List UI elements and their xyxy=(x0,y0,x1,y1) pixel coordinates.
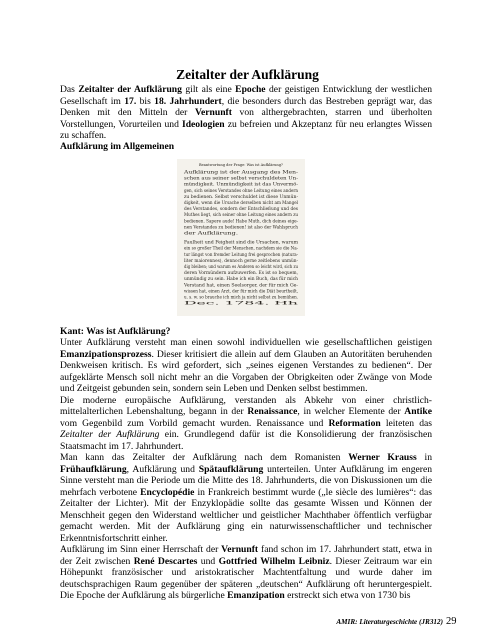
text-run: in Frankreich bestimmt wurde („le siècle des lumières“: das Zeitalter der Lichter). Mit der Enzyklopädie sollte das gesamte Wissen und Können der Menschheit gegen den Widerstand weltlicher und geistlicher Machthaber öffentlich verfügbar gemacht werden. Mit der Aufklärung ging ein naturwissenschaftlicher und technischer Erkenntnisfortschritt einher. xyxy=(60,486,433,544)
scan-text-line: Verstand hat, einen Seelsorger, der für mich Ge- xyxy=(182,282,299,288)
text-run: leiteten das xyxy=(380,417,432,429)
text-run: Das xyxy=(60,84,79,95)
scan-text-line: liter maiorennes), dennoch gerne zeitlebens unmün- xyxy=(184,257,299,263)
scanned-kant-text-image xyxy=(177,159,305,316)
main-text xyxy=(60,337,432,602)
scan-text-line: deren Vormündern aufzuwerfen. Es ist so bequem, xyxy=(184,270,298,276)
bold-term: Vernunft xyxy=(221,544,259,555)
page-number: 29 xyxy=(446,616,457,627)
section-heading-allgemein: Aufklärung im Allgemeinen xyxy=(60,141,175,152)
bold-term: Antike xyxy=(404,406,432,417)
bold-term: Ideologien xyxy=(181,118,225,130)
scan-text-line: der Aufklärung. xyxy=(184,230,238,236)
text-run: unterteilen. Unter Aufklärung im engeren Sinne versteht man die Periode um die Mitte des 18. Jahrhunderts, die von Diskussionen um die mehrfach verbotene xyxy=(60,463,432,498)
text-run: Unter Aufklärung versteht man einen sowohl individuellen wie gesellschaftlichen geistigen xyxy=(60,337,432,348)
scan-text-line: u. s. w. so brauche ich mich ja nicht selbst zu bemühen. xyxy=(184,294,298,300)
paragraph-1 xyxy=(60,337,432,395)
paragraph-2 xyxy=(60,395,432,453)
text-run: fand schon im 17. Jahrhundert statt, etwa in der Zeit zwischen xyxy=(60,544,432,567)
scan-text-line: Beantwortung der Frage: Was ist Aufklärung? xyxy=(199,163,283,167)
scan-text-line: schen aus seiner selbst verschuldeten Un- xyxy=(184,175,299,181)
scan-text-line: digkeit, wenn die Ursache derselben nicht am Mangel xyxy=(184,200,299,205)
text-run: , die besonders durch das Bestreben geprägt war, das Denken mit den Mitteln der xyxy=(60,95,432,118)
bold-term: Frühaufklärung xyxy=(60,463,127,475)
bold-term: Epoche xyxy=(235,84,266,95)
text-run: erstreckt sich etwa von 1730 bis xyxy=(284,590,411,601)
scan-text-line: wissen hat, einen Arzt, der für mich die Diät beurtheilt, xyxy=(184,288,298,294)
footer-course-label: AMIR: Literaturgeschichte (JR312) xyxy=(336,618,443,626)
text-run: vom Gegenbild zum Vorbild gemacht wurden. Renaissance und xyxy=(60,417,329,429)
bold-term: Reformation xyxy=(328,417,381,429)
text-run: und xyxy=(197,555,219,567)
paragraph-3 xyxy=(60,452,432,544)
italic-term: Zeitalter der Aufklärung xyxy=(60,429,160,440)
scan-text-line: Dec. 1784. Hh xyxy=(184,300,300,306)
text-run: , in welcher Elemente der xyxy=(297,406,405,417)
text-run: in xyxy=(416,452,432,463)
text-run: von althergebrachten, starren und überholten Vorstellungen, Vorurteilen und xyxy=(60,107,432,130)
scan-text-line: zu bedienen. Selbst verschuldet ist diese Unmün- xyxy=(184,193,299,199)
bold-term: 17. xyxy=(124,95,137,107)
scan-text-line: Faulheit und Feigheit sind die Ursachen, warum xyxy=(184,239,299,245)
text-run: bis xyxy=(136,95,155,107)
text-run: Die moderne europäische Aufklärung, verstanden als Abkehr von einer christlich-mittelalterlichen Lebenshaltung, begann in der xyxy=(60,394,432,417)
scan-text-line: dig bleiben; und warum es Anderen so leicht wird, sich zu xyxy=(184,264,299,269)
scanned-text-svg xyxy=(177,159,305,316)
text-run: gilt als eine xyxy=(181,84,236,95)
page-title: Zeitalter der Aufklärung xyxy=(176,67,319,82)
bold-term: Renaissance xyxy=(247,406,298,417)
bold-term: Spätaufklärung xyxy=(198,463,264,475)
intro-text xyxy=(60,84,432,142)
scan-text-line: bedienen. Sapere aude! Habe Muth, dich deines eige- xyxy=(184,218,299,224)
section-heading-kant: Kant: Was ist Aufklärung? xyxy=(60,326,171,337)
bold-term: Vernunft xyxy=(194,107,232,118)
text-run: zu befreien und Akzeptanz für neu erlangtes Wissen zu schaffen. xyxy=(60,118,432,141)
bold-term: Emanzipation xyxy=(227,590,285,601)
text-run: ein. Grundlegend dafür ist die Konsolidierung der französischen Staatsmacht im 17. Jahrhundert. xyxy=(60,429,432,452)
scan-text-line: mündigkeit. Unmündigkeit ist das Unvermö- xyxy=(184,181,299,187)
scan-text-line: Muthes liegt, sich seiner ohne Leitung eines andern zu xyxy=(184,212,299,218)
bold-term: Gottfried Wilhelm Leibniz xyxy=(218,555,330,567)
bold-term: Zeitalter der Aufklärung xyxy=(78,84,182,95)
scan-text-line: nen Verstandes zu bedienen! ist also der Wahlspruch xyxy=(184,224,299,230)
scan-text-line: ein so großer Theil der Menschen, nachdem sie die Na- xyxy=(184,245,299,251)
text-run: der geistigen Entwicklung der westlichen Gesellschaft im xyxy=(60,84,432,107)
bold-term: Emanzipationsprozess xyxy=(60,348,152,360)
paragraph-4 xyxy=(60,544,432,602)
scan-text-line: unmündig zu sein. Habe ich ein Buch, das für mich xyxy=(184,276,299,282)
text-run: Man kann das Zeitalter der Aufklärung nach dem Romanisten xyxy=(60,452,349,463)
scan-text-line: tur längst von fremder Leitung frei gesprochen (natura- xyxy=(184,251,299,257)
text-run: , Aufklärung und xyxy=(126,463,199,475)
bold-term: 18. Jahrhundert xyxy=(154,95,222,107)
bold-term: Werner Krauss xyxy=(348,452,417,463)
text-run: . Dieser Zeitraum war ein Höhepunkt französischer und aristokratischer Machtentfaltung und wurde daher im deutschsprachigen Raum gegenüber der späteren „deutschen“ Aufklärung oft heruntergespielt. Die Epoche der Aufklärung als bürgerliche xyxy=(60,555,433,601)
text-run: . Dieser kritisiert die allein auf dem Glauben an Autoritäten beruhenden Denkweisen kritisch. Es wird gefordert, sich „seines eigenen Verstandes zu bedienen“. Der aufgeklärte Mensch soll nicht mehr an die Vorgaben der Obrigkeiten oder Zwänge von Mode und Zeitgeist gebunden sein, sondern sein Leben und Denken selbst bestimmen. xyxy=(60,348,432,394)
bold-term: Encyclopédie xyxy=(140,486,195,498)
scan-text-line: des Verstandes, sondern der Entschließung und des xyxy=(184,206,298,212)
bold-term: René Descartes xyxy=(133,555,198,567)
intro-paragraph xyxy=(60,84,432,142)
scan-text-line: gen, sich seines Verstandes ohne Leitung eines andern xyxy=(184,187,299,193)
text-run: Aufklärung im Sinn einer Herrschaft der xyxy=(60,544,222,555)
scan-text-line: Aufklärung ist der Ausgang des Men- xyxy=(182,169,299,175)
